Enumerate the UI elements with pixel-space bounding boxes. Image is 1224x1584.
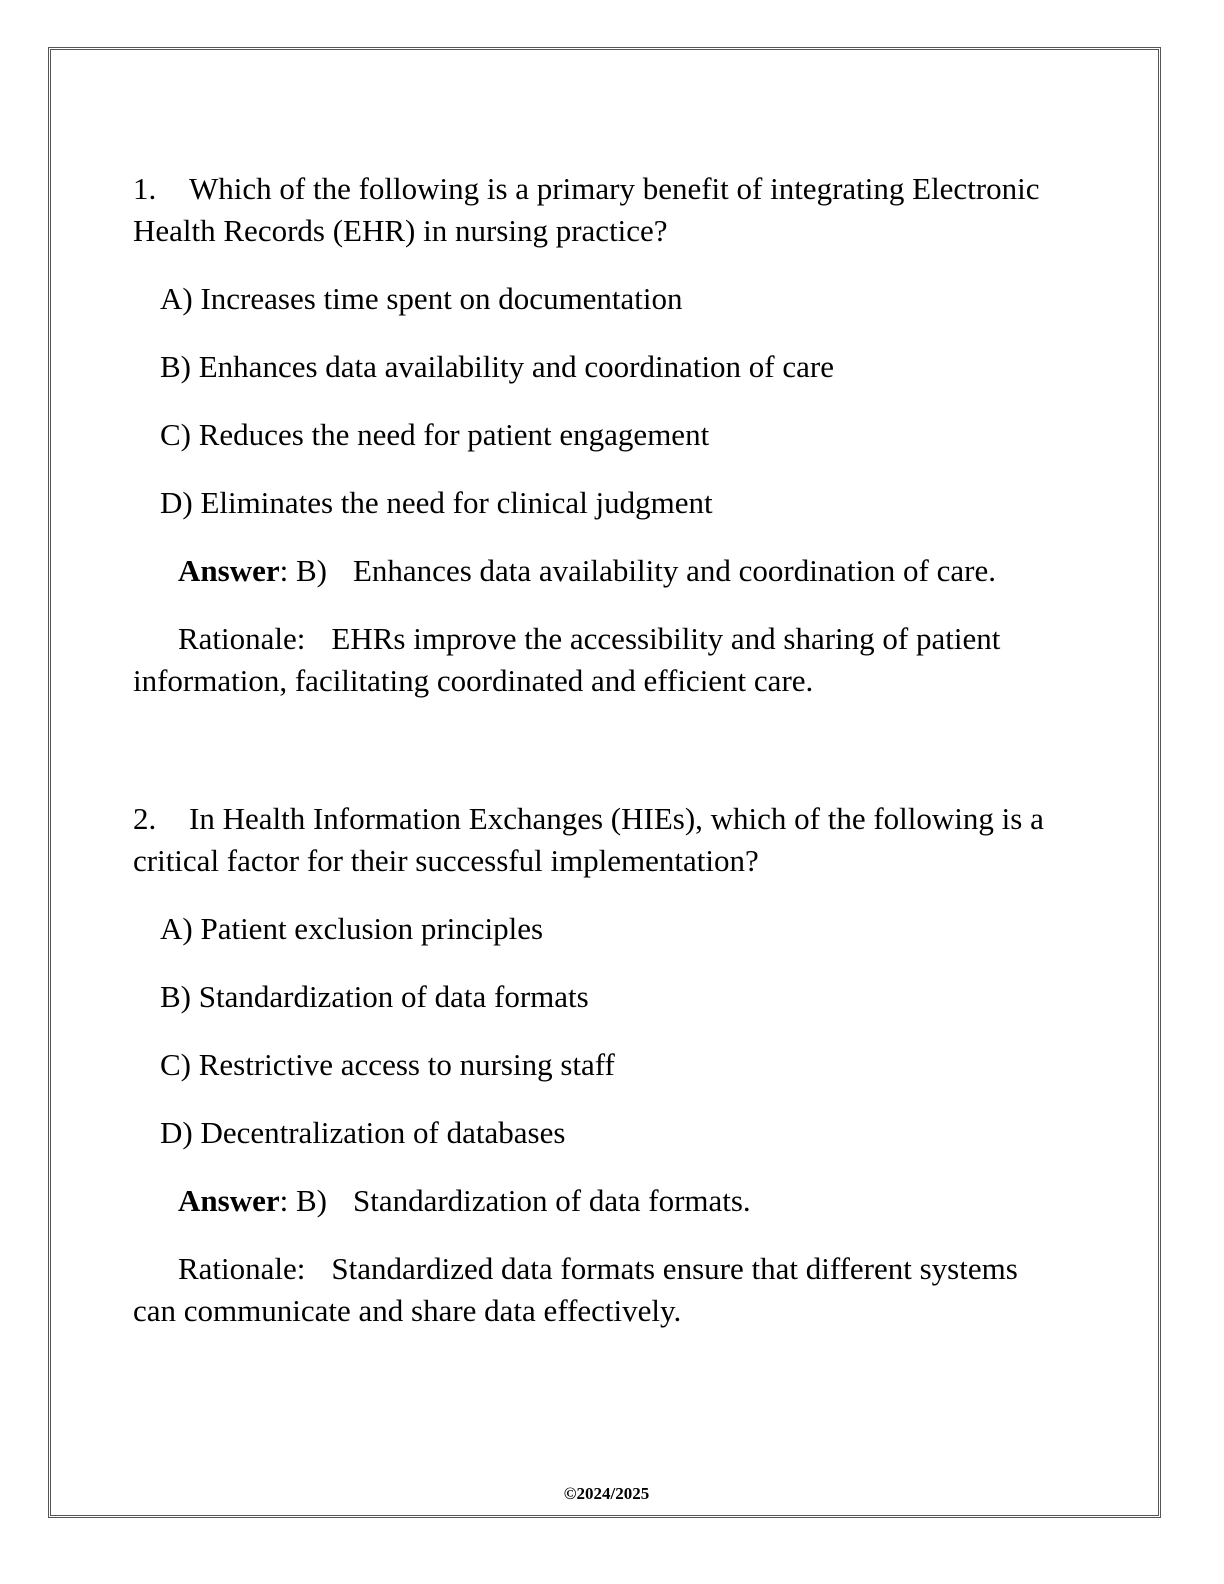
option-b: B) Enhances data availability and coordination of care [160,349,834,384]
document-content [133,168,1053,1332]
question-stem: In Health Information Exchanges (HIEs), which of the following is a critical factor for their successful implementation? [133,801,1044,878]
answer-text: Enhances data availability and coordination of care. [352,553,996,588]
rationale-label: Rationale: [178,621,306,656]
option-c: C) Reduces the need for patient engagement [160,417,710,452]
rationale-text: EHRs improve the accessibility and sharing of patient information, facilitating coordinated and efficient care. [133,621,1001,698]
rationale-label: Rationale: [178,1251,306,1286]
option-a: A) Increases time spent on documentation [160,281,683,316]
option-d: D) Decentralization of databases [160,1115,566,1150]
option-a: A) Patient exclusion principles [160,911,544,946]
question-number: 1. [133,171,157,206]
question-number: 2. [133,801,157,836]
rationale-text: Standardized data formats ensure that different systems can communicate and share data effectively. [133,1251,1018,1328]
option-c: C) Restrictive access to nursing staff [160,1047,615,1082]
rationale [133,1248,1053,1332]
answer [133,550,1053,592]
answer-choice: : B) [279,1183,327,1218]
answer-label: Answer [178,1183,280,1218]
answer-text: Standardization of data formats. [352,1183,751,1218]
question-text [133,798,1053,882]
answer-choice: : B) [279,553,327,588]
question-2 [133,798,1053,1332]
rationale [133,618,1053,702]
option-b: B) Standardization of data formats [160,979,589,1014]
answer [133,1180,1053,1222]
option-d: D) Eliminates the need for clinical judgment [160,485,713,520]
answer-label: Answer [178,553,280,588]
question-stem: Which of the following is a primary benefit of integrating Electronic Health Records (EHR) in nursing practice? [133,171,1040,248]
question-text [133,168,1053,252]
footer-copyright: ©2024/2025 [563,1484,650,1503]
question-1 [133,168,1053,702]
